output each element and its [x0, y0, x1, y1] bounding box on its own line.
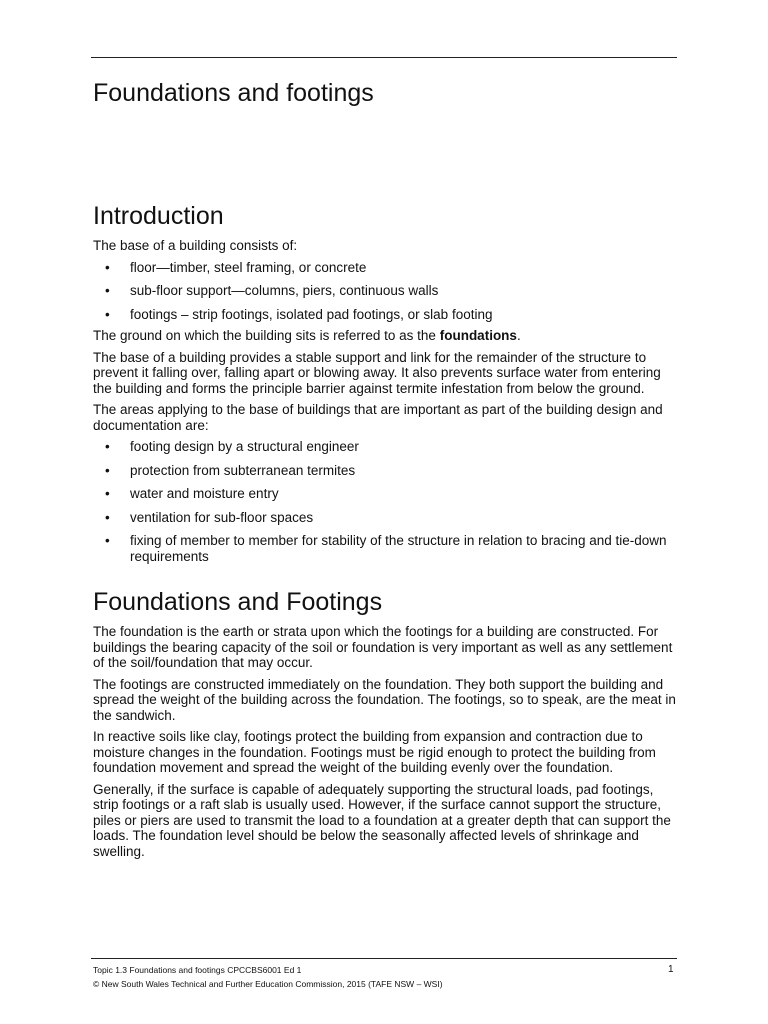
list-item-text: protection from subterranean termites	[130, 462, 356, 478]
body-paragraph: The foundation is the earth or strata upon which the footings for a building are constructed. For buildings the bearing capacity of the soil or foundation is very important as well as any settlement of the soil/foundation that may occur.	[93, 624, 673, 670]
bullet-icon: •	[105, 283, 110, 298]
page-number: 1	[668, 964, 674, 975]
list-item-text: fixing of member to member for stability of the structure in relation to bracing and tie-down requirements	[130, 533, 667, 564]
body-paragraph: In reactive soils like clay, footings protect the building from expansion and contraction due to moisture changes in the foundation. Footings must be rigid enough to protect the building from foundation movement and spread the weight of the building evenly over the foundation.	[93, 729, 656, 775]
document-body	[93, 200, 677, 865]
list-item-text: footings – strip footings, isolated pad footings, or slab footing	[130, 306, 493, 322]
intro-paragraph: The base of a building consists of:	[93, 238, 298, 253]
list-item	[93, 307, 677, 323]
bullet-icon: •	[105, 462, 110, 478]
page-title: Foundations and footings	[93, 79, 374, 107]
list-item	[93, 463, 677, 479]
design-areas-list	[93, 439, 677, 564]
bullet-icon: •	[105, 439, 110, 454]
list-item	[93, 439, 677, 455]
list-item	[93, 510, 677, 526]
bullet-icon: •	[105, 486, 110, 501]
bullet-icon: •	[105, 533, 110, 548]
foundations-term: foundations	[439, 328, 517, 343]
list-item	[93, 260, 677, 276]
list-item	[93, 533, 677, 564]
list-item-text: ventilation for sub-floor spaces	[130, 509, 314, 525]
section-heading-introduction: Introduction	[93, 202, 224, 230]
stable-support-paragraph: The base of a building provides a stable support and link for the remainder of the structure to prevent it falling over, falling apart or blowing away. It also prevents surface water from entering the building and forms the principle barrier against termite infestation from below the ground.	[93, 349, 661, 396]
footer-rule	[91, 958, 677, 959]
footer-topic: Topic 1.3 Foundations and footings CPCCBS6001 Ed 1	[93, 965, 302, 975]
list-item	[93, 283, 677, 299]
list-item-text: floor—timber, steel framing, or concrete	[130, 259, 367, 275]
list-item-text: water and moisture entry	[130, 486, 279, 501]
footer	[93, 963, 443, 991]
foundations-text-after: .	[516, 328, 521, 343]
list-item-text: footing design by a structural engineer	[130, 439, 359, 454]
body-paragraph: The footings are constructed immediately on the foundation. They both support the building and spread the weight of the building across the foundation. The footings, so to speak, are the meat in the sandwich.	[93, 676, 676, 723]
list-item	[93, 486, 677, 502]
body-paragraph: Generally, if the surface is capable of adequately supporting the structural loads, pad footings, strip footings or a raft slab is usually used. However, if the surface cannot support the structure, piles or piers are used to transmit the load to a foundation at a greater depth that can support the loads. The foundation level should be below the seasonally affected levels of shrinkage and swelling.	[93, 781, 671, 859]
footer-copyright: © New South Wales Technical and Further Education Commission, 2015 (TAFE NSW – WSI)	[93, 979, 443, 989]
bullet-icon: •	[105, 259, 110, 275]
foundations-paragraph	[93, 328, 677, 344]
areas-paragraph: The areas applying to the base of buildings that are important as part of the building design and documentation are:	[93, 402, 663, 433]
bullet-icon: •	[105, 306, 110, 322]
section-heading-foundations-and-footings: Foundations and Footings	[93, 588, 383, 616]
bullet-icon: •	[105, 509, 110, 525]
foundations-text-before: The ground on which the building sits is referred to as the	[93, 328, 440, 343]
header-rule	[91, 57, 677, 58]
list-item-text: sub-floor support—columns, piers, continuous walls	[130, 283, 439, 298]
building-base-list	[93, 260, 677, 323]
